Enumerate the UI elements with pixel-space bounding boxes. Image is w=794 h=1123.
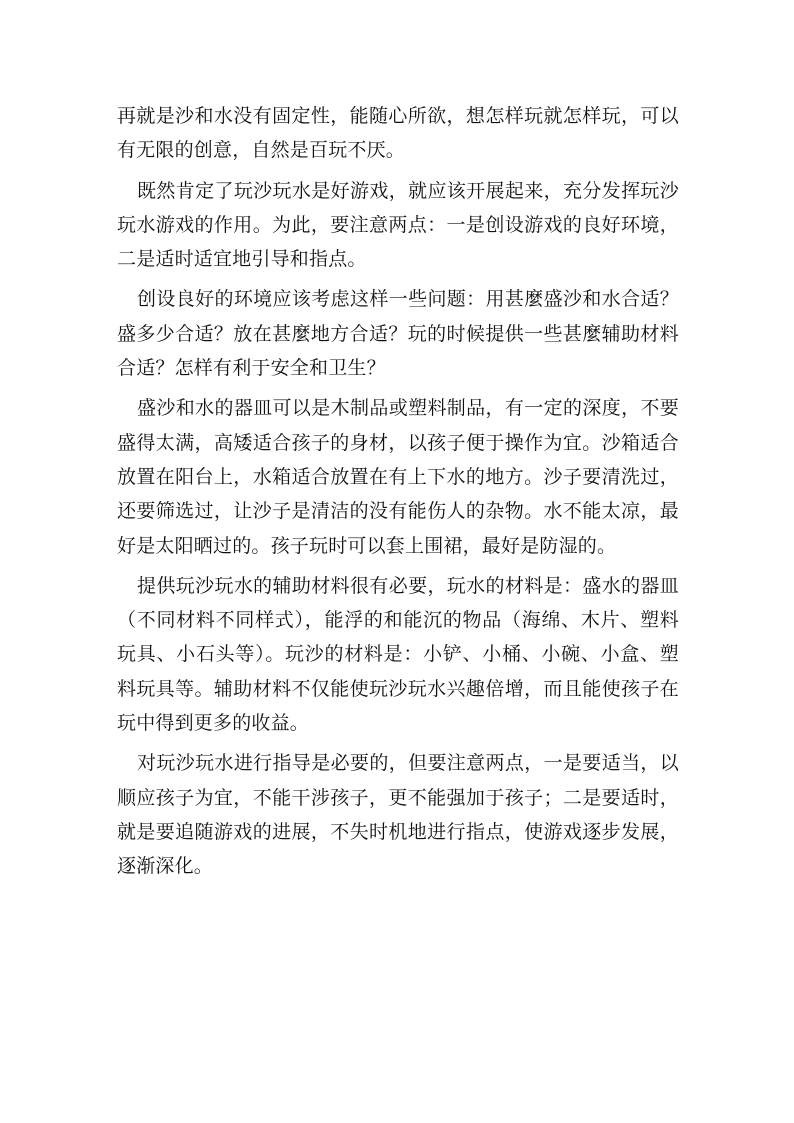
paragraph-guidance: 对玩沙玩水进行指导是必要的，但要注意两点，一是要适当，以顺应孩子为宜，不能干涉孩子，更不能强加于孩子；二是要适时，就是要追随游戏的进展，不失时机地进行指点，使游戏逐步发展，逐渐深化。 [117, 752, 679, 878]
paragraph-continuation: 再就是沙和水没有固定性，能随心所欲，想怎样玩就怎样玩，可以有无限的创意，自然是百玩不厌。 [117, 105, 679, 162]
paragraph-materials: 提供玩沙玩水的辅助材料很有必要，玩水的材料是：盛水的器皿（不同材料不同样式），能浮的和能沉的物品（海绵、木片、塑料玩具、小石头等）。玩沙的材料是：小铲、小桶、小碗、小盒、塑料玩具等。辅助材料不仅能使玩沙玩水兴趣倍增，而且能使孩子在玩中得到更多的收益。 [117, 574, 679, 735]
paragraph-intro: 既然肯定了玩沙玩水是好游戏，就应该开展起来，充分发挥玩沙玩水游戏的作用。为此，要注意两点：一是创设游戏的良好环境，二是适时适宜地引导和指点。 [117, 179, 679, 271]
paragraph-containers: 盛沙和水的器皿可以是木制品或塑料制品，有一定的深度，不要盛得太满，高矮适合孩子的身材，以孩子便于操作为宜。沙箱适合放置在阳台上，水箱适合放置在有上下水的地方。沙子要清洗过，还要筛选过，让沙子是清洁的没有能伤人的杂物。水不能太凉，最好是太阳晒过的。孩子玩时可以套上围裙，最好是防湿的。 [117, 397, 679, 557]
document-body [117, 99, 679, 884]
paragraph-environment-questions: 创设良好的环境应该考虑这样一些问题：用甚麼盛沙和水合适？盛多少合适？放在甚麼地方合适？玩的时候提供一些甚麼辅助材料合适？怎样有利于安全和卫生？ [117, 288, 679, 380]
